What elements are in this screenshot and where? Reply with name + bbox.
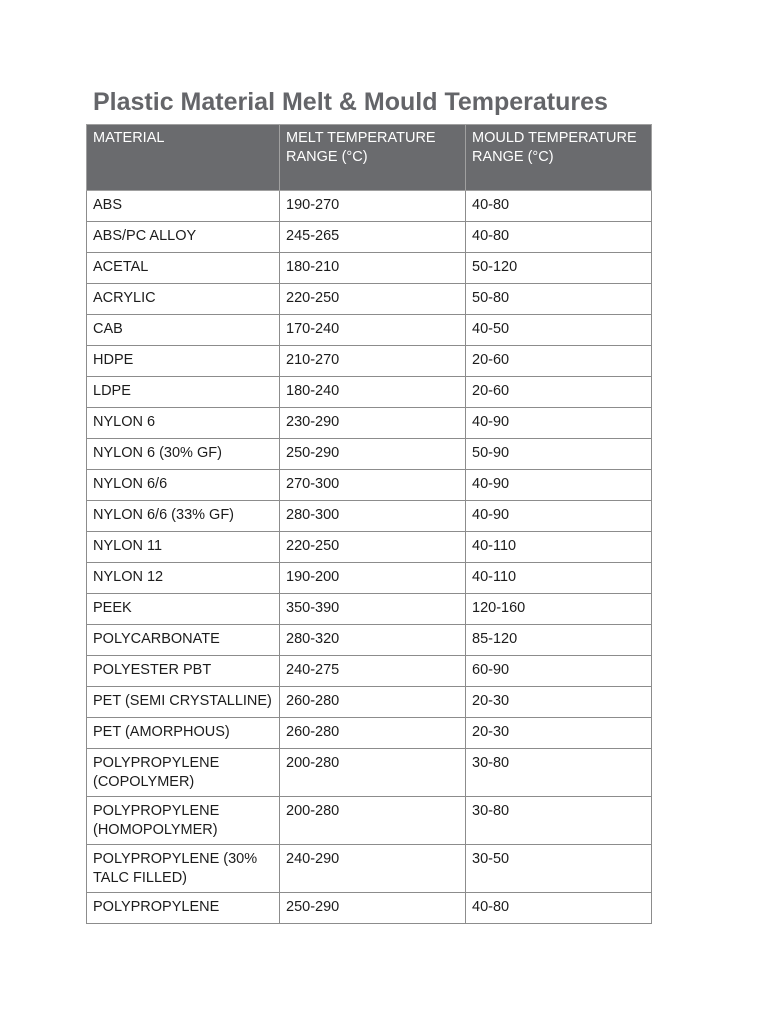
cell-melt-temperature: 270-300	[280, 470, 466, 501]
cell-melt-temperature: 250-290	[280, 893, 466, 924]
cell-material: HDPE	[87, 346, 280, 377]
table-row	[87, 191, 652, 222]
cell-material: ABS/PC ALLOY	[87, 222, 280, 253]
cell-melt-temperature: 170-240	[280, 315, 466, 346]
cell-melt-temperature: 190-270	[280, 191, 466, 222]
cell-material: PET (AMORPHOUS)	[87, 718, 280, 749]
cell-mould-temperature: 40-90	[466, 470, 652, 501]
table-row	[87, 532, 652, 563]
table-row	[87, 893, 652, 924]
cell-mould-temperature: 50-80	[466, 284, 652, 315]
cell-mould-temperature: 20-30	[466, 687, 652, 718]
cell-material: ACETAL	[87, 253, 280, 284]
cell-melt-temperature: 200-280	[280, 797, 466, 845]
cell-material: LDPE	[87, 377, 280, 408]
cell-melt-temperature: 230-290	[280, 408, 466, 439]
table-row	[87, 845, 652, 893]
temperature-table	[86, 124, 652, 924]
cell-material: CAB	[87, 315, 280, 346]
cell-melt-temperature: 220-250	[280, 284, 466, 315]
cell-melt-temperature: 240-275	[280, 656, 466, 687]
cell-melt-temperature: 210-270	[280, 346, 466, 377]
cell-mould-temperature: 40-50	[466, 315, 652, 346]
cell-melt-temperature: 245-265	[280, 222, 466, 253]
cell-mould-temperature: 50-120	[466, 253, 652, 284]
table-row	[87, 501, 652, 532]
cell-mould-temperature: 30-80	[466, 749, 652, 797]
cell-mould-temperature: 30-80	[466, 797, 652, 845]
cell-material: NYLON 6 (30% GF)	[87, 439, 280, 470]
cell-melt-temperature: 260-280	[280, 687, 466, 718]
cell-material: POLYPROPYLENE (HOMOPOLYMER)	[87, 797, 280, 845]
cell-material: ABS	[87, 191, 280, 222]
cell-material: NYLON 6	[87, 408, 280, 439]
cell-mould-temperature: 40-80	[466, 893, 652, 924]
cell-material: POLYPROPYLENE	[87, 893, 280, 924]
header-melt-temperature: MELT TEMPERATURE RANGE (°C)	[280, 125, 466, 191]
table-row	[87, 797, 652, 845]
cell-mould-temperature: 40-80	[466, 191, 652, 222]
cell-melt-temperature: 350-390	[280, 594, 466, 625]
cell-melt-temperature: 250-290	[280, 439, 466, 470]
cell-melt-temperature: 280-300	[280, 501, 466, 532]
table-row	[87, 749, 652, 797]
temperature-table-container	[86, 124, 651, 924]
cell-mould-temperature: 40-80	[466, 222, 652, 253]
cell-mould-temperature: 60-90	[466, 656, 652, 687]
table-row	[87, 718, 652, 749]
cell-mould-temperature: 20-30	[466, 718, 652, 749]
cell-mould-temperature: 40-110	[466, 532, 652, 563]
cell-melt-temperature: 180-240	[280, 377, 466, 408]
table-row	[87, 687, 652, 718]
table-row	[87, 408, 652, 439]
cell-melt-temperature: 280-320	[280, 625, 466, 656]
header-mould-temperature: MOULD TEMPERATURE RANGE (°C)	[466, 125, 652, 191]
cell-melt-temperature: 200-280	[280, 749, 466, 797]
table-row	[87, 563, 652, 594]
table-row	[87, 377, 652, 408]
table-row	[87, 439, 652, 470]
table-row	[87, 346, 652, 377]
table-row	[87, 594, 652, 625]
header-material: MATERIAL	[87, 125, 280, 191]
cell-mould-temperature: 40-110	[466, 563, 652, 594]
table-row	[87, 656, 652, 687]
cell-mould-temperature: 40-90	[466, 501, 652, 532]
cell-mould-temperature: 120-160	[466, 594, 652, 625]
cell-mould-temperature: 20-60	[466, 346, 652, 377]
cell-material: NYLON 6/6 (33% GF)	[87, 501, 280, 532]
cell-material: NYLON 11	[87, 532, 280, 563]
cell-material: PET (SEMI CRYSTALLINE)	[87, 687, 280, 718]
cell-mould-temperature: 85-120	[466, 625, 652, 656]
cell-material: ACRYLIC	[87, 284, 280, 315]
table-row	[87, 284, 652, 315]
table-row	[87, 315, 652, 346]
table-row	[87, 222, 652, 253]
cell-melt-temperature: 240-290	[280, 845, 466, 893]
cell-melt-temperature: 220-250	[280, 532, 466, 563]
cell-material: POLYCARBONATE	[87, 625, 280, 656]
header-row	[87, 125, 652, 191]
cell-material: POLYPROPYLENE (COPOLYMER)	[87, 749, 280, 797]
cell-material: PEEK	[87, 594, 280, 625]
cell-material: POLYPROPYLENE (30% TALC FILLED)	[87, 845, 280, 893]
cell-material: POLYESTER PBT	[87, 656, 280, 687]
table-header	[87, 125, 652, 191]
table-row	[87, 625, 652, 656]
cell-material: NYLON 12	[87, 563, 280, 594]
cell-melt-temperature: 190-200	[280, 563, 466, 594]
cell-melt-temperature: 180-210	[280, 253, 466, 284]
table-body	[87, 191, 652, 924]
cell-mould-temperature: 20-60	[466, 377, 652, 408]
cell-melt-temperature: 260-280	[280, 718, 466, 749]
cell-mould-temperature: 40-90	[466, 408, 652, 439]
cell-mould-temperature: 50-90	[466, 439, 652, 470]
table-row	[87, 470, 652, 501]
cell-mould-temperature: 30-50	[466, 845, 652, 893]
table-row	[87, 253, 652, 284]
page-title: Plastic Material Melt & Mould Temperatures	[93, 88, 608, 116]
cell-material: NYLON 6/6	[87, 470, 280, 501]
